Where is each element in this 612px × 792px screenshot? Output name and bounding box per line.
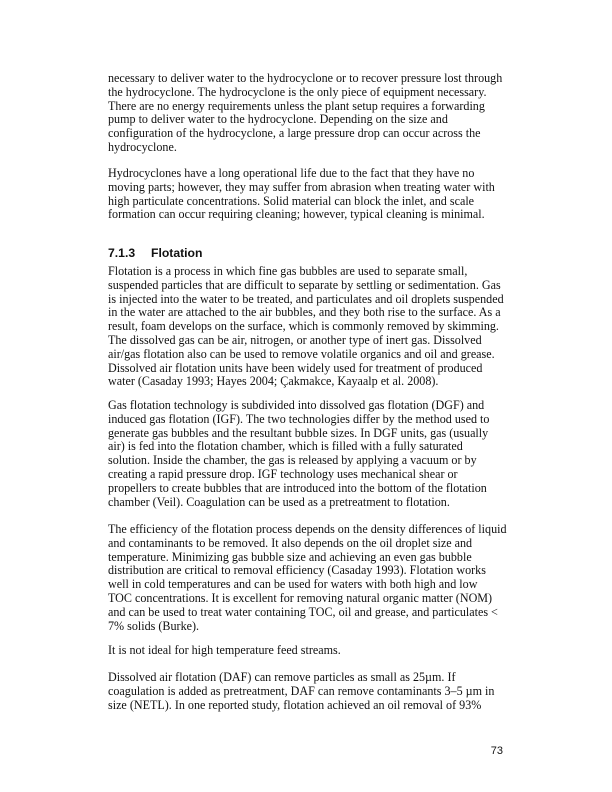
text-line: and contaminants to be removed. It also depends on the oil droplet size and bbox=[108, 535, 473, 550]
paragraph-gas-flotation-types bbox=[108, 399, 489, 509]
text-line: air/gas flotation also can be used to remove volatile organics and oil and grease. bbox=[108, 346, 495, 361]
text-line: distribution are critical to removal efficiency (Casaday 1993). Flotation works bbox=[108, 563, 486, 578]
text-line: configuration of the hydrocyclone, a large pressure drop can occur across the bbox=[108, 126, 481, 141]
section-heading bbox=[108, 245, 202, 261]
text-line: There are no energy requirements unless the plant setup requires a forwarding bbox=[108, 98, 485, 113]
paragraph-flotation-efficiency bbox=[108, 523, 507, 633]
text-line: Dissolved air flotation (DAF) can remove particles as small as 25µm. If bbox=[108, 670, 456, 684]
text-line: Hydrocyclones have a long operational life due to the fact that they have no bbox=[108, 166, 475, 180]
text-line: formation can occur requiring cleaning; however, typical cleaning is minimal. bbox=[108, 207, 485, 222]
paragraph-hydrocyclone-energy bbox=[108, 72, 502, 155]
text-line: coagulation is added as pretreatment, DAF can remove contaminants 3–5 µm in bbox=[108, 683, 495, 698]
text-line: water (Casaday 1993; Hayes 2004; Çakmakce, Kayaalp et al. 2008). bbox=[108, 374, 439, 389]
text-line: hydrocyclone. bbox=[108, 139, 177, 154]
text-line: and can be used to treat water containing TOC, oil and grease, and particulates < bbox=[108, 604, 498, 619]
text-line: propellers to create bubbles that are introduced into the bottom of the flotation bbox=[108, 480, 487, 495]
text-line: well in cold temperatures and can be used for waters with both high and low bbox=[108, 577, 478, 592]
text-line: air) is fed into the flotation chamber, which is filled with a fully saturated bbox=[108, 439, 463, 454]
text-line: is injected into the water to be treated, and particulates and oil droplets suspended bbox=[108, 291, 504, 306]
section-number: 7.1.3 bbox=[108, 246, 136, 260]
page-number: 73 bbox=[490, 745, 503, 757]
text-line: It is not ideal for high temperature feed streams. bbox=[108, 643, 341, 657]
paragraph-hydrocyclone-life bbox=[108, 167, 495, 222]
paragraph-temperature-note bbox=[108, 644, 341, 658]
text-line: suspended particles that are difficult to separate by settling or sedimentation. Gas bbox=[108, 277, 501, 292]
text-line: TOC concentrations. It is excellent for removing natural organic matter (NOM) bbox=[108, 590, 493, 605]
text-line: the hydrocyclone. The hydrocyclone is the only piece of equipment necessary. bbox=[108, 84, 487, 99]
text-line: size (NETL). In one reported study, flotation achieved an oil removal of 93% bbox=[108, 697, 482, 712]
text-line: induced gas flotation (IGF). The two technologies differ by the method used to bbox=[108, 411, 490, 426]
text-line: Flotation is a process in which fine gas bubbles are used to separate small, bbox=[108, 264, 468, 278]
text-line: Gas flotation technology is subdivided into dissolved gas flotation (DGF) and bbox=[108, 398, 485, 412]
paragraph-flotation-intro bbox=[108, 265, 504, 389]
text-line: solution. Inside the chamber, the gas is released by applying a vacuum or by bbox=[108, 453, 477, 468]
text-line: in the water are attached to the air bubbles, and they both rise to the surface. As a bbox=[108, 305, 501, 320]
section-title: Flotation bbox=[151, 246, 203, 260]
text-line: The dissolved gas can be air, nitrogen, or another type of inert gas. Dissolved bbox=[108, 332, 482, 347]
text-line: generate gas bubbles and the resultant bubble sizes. In DGF units, gas (usually bbox=[108, 425, 489, 440]
text-line: temperature. Minimizing gas bubble size and achieving an even gas bubble bbox=[108, 549, 472, 564]
text-line: high particulate concentrations. Solid material can block the inlet, and scale bbox=[108, 193, 475, 208]
text-line: 7% solids (Burke). bbox=[108, 618, 200, 633]
text-line: The efficiency of the flotation process depends on the density differences of liquid bbox=[108, 522, 507, 536]
text-line: pump to deliver water to the hydrocyclone. Depending on the size and bbox=[108, 112, 448, 127]
text-line: creating a rapid pressure drop. IGF technology uses mechanical shear or bbox=[108, 466, 458, 481]
text-line: moving parts; however, they may suffer from abrasion when treating water with bbox=[108, 179, 495, 194]
text-line: necessary to deliver water to the hydrocyclone or to recover pressure lost through bbox=[108, 71, 503, 85]
text-line: Dissolved air flotation units have been widely used for treatment of produced bbox=[108, 360, 483, 375]
paragraph-daf bbox=[108, 671, 494, 712]
text-line: result, foam develops on the surface, which is commonly removed by skimming. bbox=[108, 319, 499, 334]
text-line: chamber (Veil). Coagulation can be used as a pretreatment to flotation. bbox=[108, 494, 450, 509]
